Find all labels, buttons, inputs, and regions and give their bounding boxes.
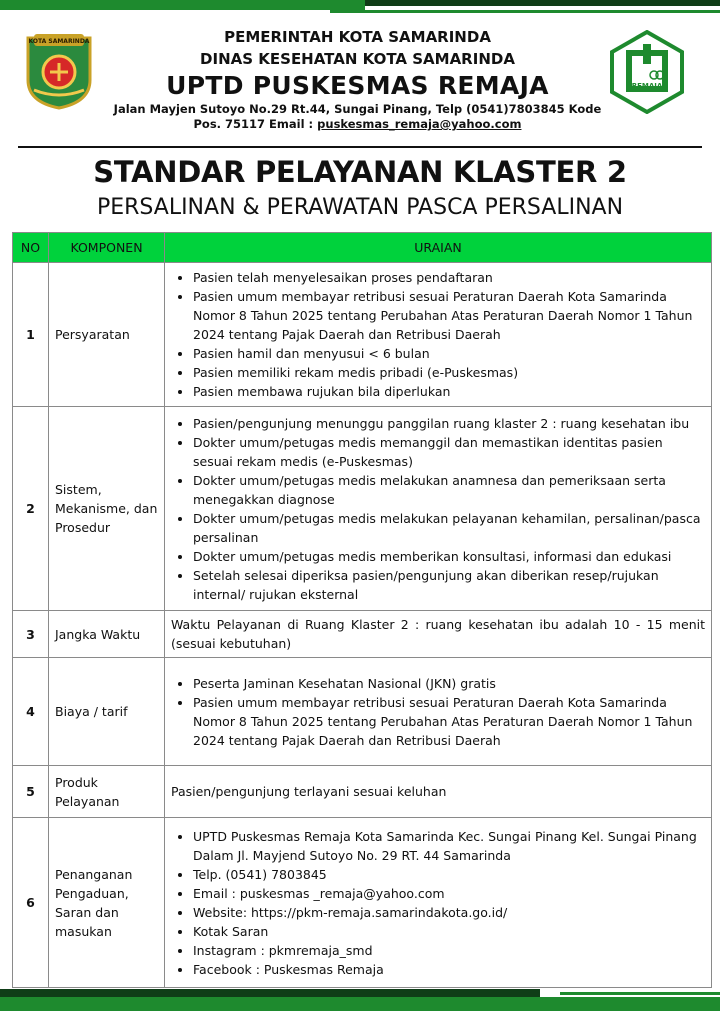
list-item: • Pasien hamil dan menyusui < 6 bulan: [193, 344, 705, 363]
row-komponen: Produk Pelayanan: [49, 766, 165, 818]
header-uraian: URAIAN: [165, 233, 712, 263]
address-email-link[interactable]: puskesmas_remaja@yahoo.com: [317, 117, 522, 131]
row-uraian: [165, 766, 712, 818]
gov-line-1: PEMERINTAH KOTA SAMARINDA: [224, 28, 491, 46]
row-komponen: Persyaratan: [49, 263, 165, 407]
header-komponen: KOMPONEN: [49, 233, 165, 263]
table-row: [13, 766, 712, 818]
bottom-thin-bar: [560, 992, 720, 995]
table-row: [13, 611, 712, 658]
table-row: [13, 263, 712, 407]
list-item: • Pasien telah menyelesaikan proses pendaftaran: [193, 268, 705, 287]
row-uraian: [165, 263, 712, 407]
row-number: 3: [13, 611, 49, 658]
address-prefix: Pos. 75117 Email :: [193, 117, 318, 131]
row-number: 4: [13, 658, 49, 766]
row-komponen: Biaya / tarif: [49, 658, 165, 766]
row-number: 1: [13, 263, 49, 407]
page-title: STANDAR PELAYANAN KLASTER 2: [93, 155, 627, 189]
address-line-1: Jalan Mayjen Sutoyo No.29 Rt.44, Sungai Pinang, Telp (0541)7803845 Kode: [113, 102, 602, 116]
list-item: • Website: https://pkm-remaja.samarindakota.go.id/: [193, 903, 705, 922]
puskesmas-logo-icon: [610, 30, 684, 114]
list-item: • Dokter umum/petugas medis memanggil dan memastikan identitas pasien sesuai rekam medis (e-Puskesmas): [193, 433, 705, 471]
row-text: Waktu Pelayanan di Ruang Klaster 2 : ruang kesehatan ibu adalah 10 - 15 menit (sesuai kebutuhan): [171, 617, 705, 651]
list-item: • Pasien umum membayar retribusi sesuai Peraturan Daerah Kota Samarinda Nomor 8 Tahun 2025 tentang Perubahan Atas Peraturan Daerah Nomor 1 Tahun 2024 tentang Pajak Daerah dan Retribusi Daerah: [193, 693, 705, 750]
table-row: [13, 658, 712, 766]
logo-caption: REMAJA: [631, 82, 663, 90]
row-uraian: [165, 407, 712, 611]
gov-line-2: DINAS KESEHATAN KOTA SAMARINDA: [200, 50, 515, 68]
row-text: Pasien/pengunjung terlayani sesuai keluhan: [171, 784, 447, 799]
table-row: [13, 407, 712, 611]
samarinda-emblem-icon: [20, 30, 98, 110]
row-uraian: [165, 658, 712, 766]
row-komponen: Jangka Waktu: [49, 611, 165, 658]
list-item: • Peserta Jaminan Kesehatan Nasional (JKN) gratis: [193, 674, 705, 693]
bottom-green-bar: [0, 997, 720, 1011]
address-line-2: [100, 117, 615, 132]
top-green-bar: [0, 0, 365, 10]
table-header-row: [13, 233, 712, 263]
list-item: • Setelah selesai diperiksa pasien/pengunjung akan diberikan resep/rujukan internal/ rujukan eksternal: [193, 566, 705, 604]
header-no: NO: [13, 233, 49, 263]
list-item: • Pasien memiliki rekam medis pribadi (e-Puskesmas): [193, 363, 705, 382]
list-item: • Facebook : Puskesmas Remaja: [193, 960, 705, 979]
page-subtitle: PERSALINAN & PERAWATAN PASCA PERSALINAN: [96, 195, 624, 220]
service-standard-table: [12, 232, 712, 988]
top-thin-bar: [330, 10, 720, 13]
header-divider: [18, 146, 702, 148]
list-item: • Dokter umum/petugas medis melakukan pelayanan kehamilan, persalinan/pasca persalinan: [193, 509, 705, 547]
list-item: • Pasien umum membayar retribusi sesuai Peraturan Daerah Kota Samarinda Nomor 8 Tahun 2025 tentang Perubahan Atas Peraturan Daerah Nomor 1 Tahun 2024 tentang Pajak Daerah dan Retribusi Daerah: [193, 287, 705, 344]
row-komponen: Sistem, Mekanisme, dan Prosedur: [49, 407, 165, 611]
row-number: 2: [13, 407, 49, 611]
list-item: • Pasien membawa rujukan bila diperlukan: [193, 382, 705, 401]
unit-name: UPTD PUSKESMAS REMAJA: [166, 71, 549, 100]
list-item: • UPTD Puskesmas Remaja Kota Samarinda Kec. Sungai Pinang Kel. Sungai Pinang Dalam Jl. Mayjend Sutoyo No. 29 RT. 44 Samarinda: [193, 827, 705, 865]
list-item: • Telp. (0541) 7803845: [193, 865, 705, 884]
row-komponen: Penanganan Pengaduan, Saran dan masukan: [49, 818, 165, 988]
list-item: • Kotak Saran: [193, 922, 705, 941]
row-uraian: [165, 611, 712, 658]
list-item: • Instagram : pkmremaja_smd: [193, 941, 705, 960]
bottom-dark-bar: [0, 989, 540, 997]
list-item: • Dokter umum/petugas medis melakukan anamnesa dan pemeriksaan serta menegakkan diagnose: [193, 471, 705, 509]
top-dark-bar: [365, 0, 720, 6]
row-number: 5: [13, 766, 49, 818]
list-item: • Pasien/pengunjung menunggu panggilan ruang klaster 2 : ruang kesehatan ibu: [193, 414, 705, 433]
list-item: • Dokter umum/petugas medis memberikan konsultasi, informasi dan edukasi: [193, 547, 705, 566]
list-item: • Email : puskesmas _remaja@yahoo.com: [193, 884, 705, 903]
row-uraian: [165, 818, 712, 988]
table-row: [13, 818, 712, 988]
letterhead: [100, 26, 615, 132]
row-number: 6: [13, 818, 49, 988]
emblem-caption: KOTA SAMARINDA: [28, 38, 90, 45]
